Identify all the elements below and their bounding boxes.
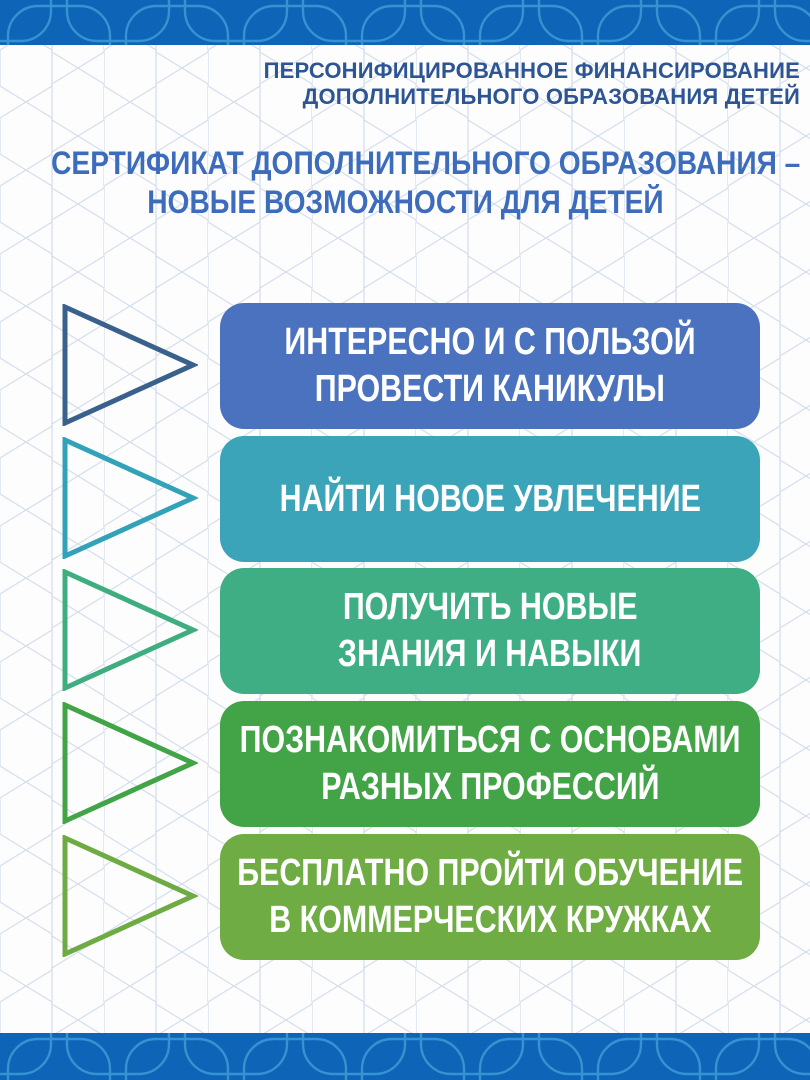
benefit-row-2 — [0, 436, 810, 562]
banner-pattern — [0, 0, 810, 45]
benefit-box-1-line-2: ПРОВЕСТИ КАНИКУЛЫ — [314, 368, 666, 410]
benefit-box-5-line-2: В КОММЕРЧЕСКИХ КРУЖКАХ — [268, 899, 712, 941]
arrow-triangle-icon — [62, 304, 198, 426]
benefit-box-5-line-1: БЕСПЛАТНО ПРОЙТИ ОБУЧЕНИЕ — [237, 852, 743, 894]
benefit-box-5 — [220, 834, 760, 960]
arrow-triangle-icon — [62, 437, 198, 559]
benefit-row-4 — [0, 701, 810, 827]
benefit-box-1 — [220, 303, 760, 429]
benefit-box-1-line-1: ИНТЕРЕСНО И С ПОЛЬЗОЙ — [284, 321, 696, 363]
bottom-banner — [0, 1033, 810, 1080]
banner-pattern — [0, 1033, 810, 1080]
benefit-box-3-line-2: ЗНАНИЯ И НАВЫКИ — [338, 633, 642, 675]
header-line-2: ДОПОЛНИТЕЛЬНОГО ОБРАЗОВАНИЯ ДЕТЕЙ — [302, 84, 800, 109]
title-line-1: СЕРТИФИКАТ ДОПОЛНИТЕЛЬНОГО ОБРАЗОВАНИЯ – — [51, 145, 801, 181]
benefit-box-4 — [220, 701, 760, 827]
header-line-1: ПЕРСОНИФИЦИРОВАННОЕ ФИНАНСИРОВАНИЕ — [263, 58, 800, 83]
benefit-box-2-line-1: НАЙТИ НОВОЕ УВЛЕЧЕНИЕ — [279, 477, 701, 520]
top-banner — [0, 0, 810, 45]
benefit-box-3-line-1: ПОЛУЧИТЬ НОВЫЕ — [342, 586, 638, 628]
page-title — [0, 144, 810, 222]
benefit-row-1 — [0, 303, 810, 429]
benefit-box-3 — [220, 568, 760, 694]
arrow-triangle-icon — [62, 835, 198, 957]
header-text — [0, 58, 810, 110]
title-line-2: НОВЫЕ ВОЗМОЖНОСТИ ДЛЯ ДЕТЕЙ — [146, 184, 664, 220]
benefit-box-4-line-2: РАЗНЫХ ПРОФЕССИЙ — [320, 766, 660, 808]
arrow-triangle-icon — [62, 702, 198, 824]
benefit-row-3 — [0, 568, 810, 694]
benefit-box-4-line-1: ПОЗНАКОМИТЬСЯ С ОСНОВАМИ — [239, 719, 741, 761]
arrow-triangle-icon — [62, 569, 198, 691]
benefit-row-5 — [0, 834, 810, 960]
benefit-box-2 — [220, 436, 760, 562]
